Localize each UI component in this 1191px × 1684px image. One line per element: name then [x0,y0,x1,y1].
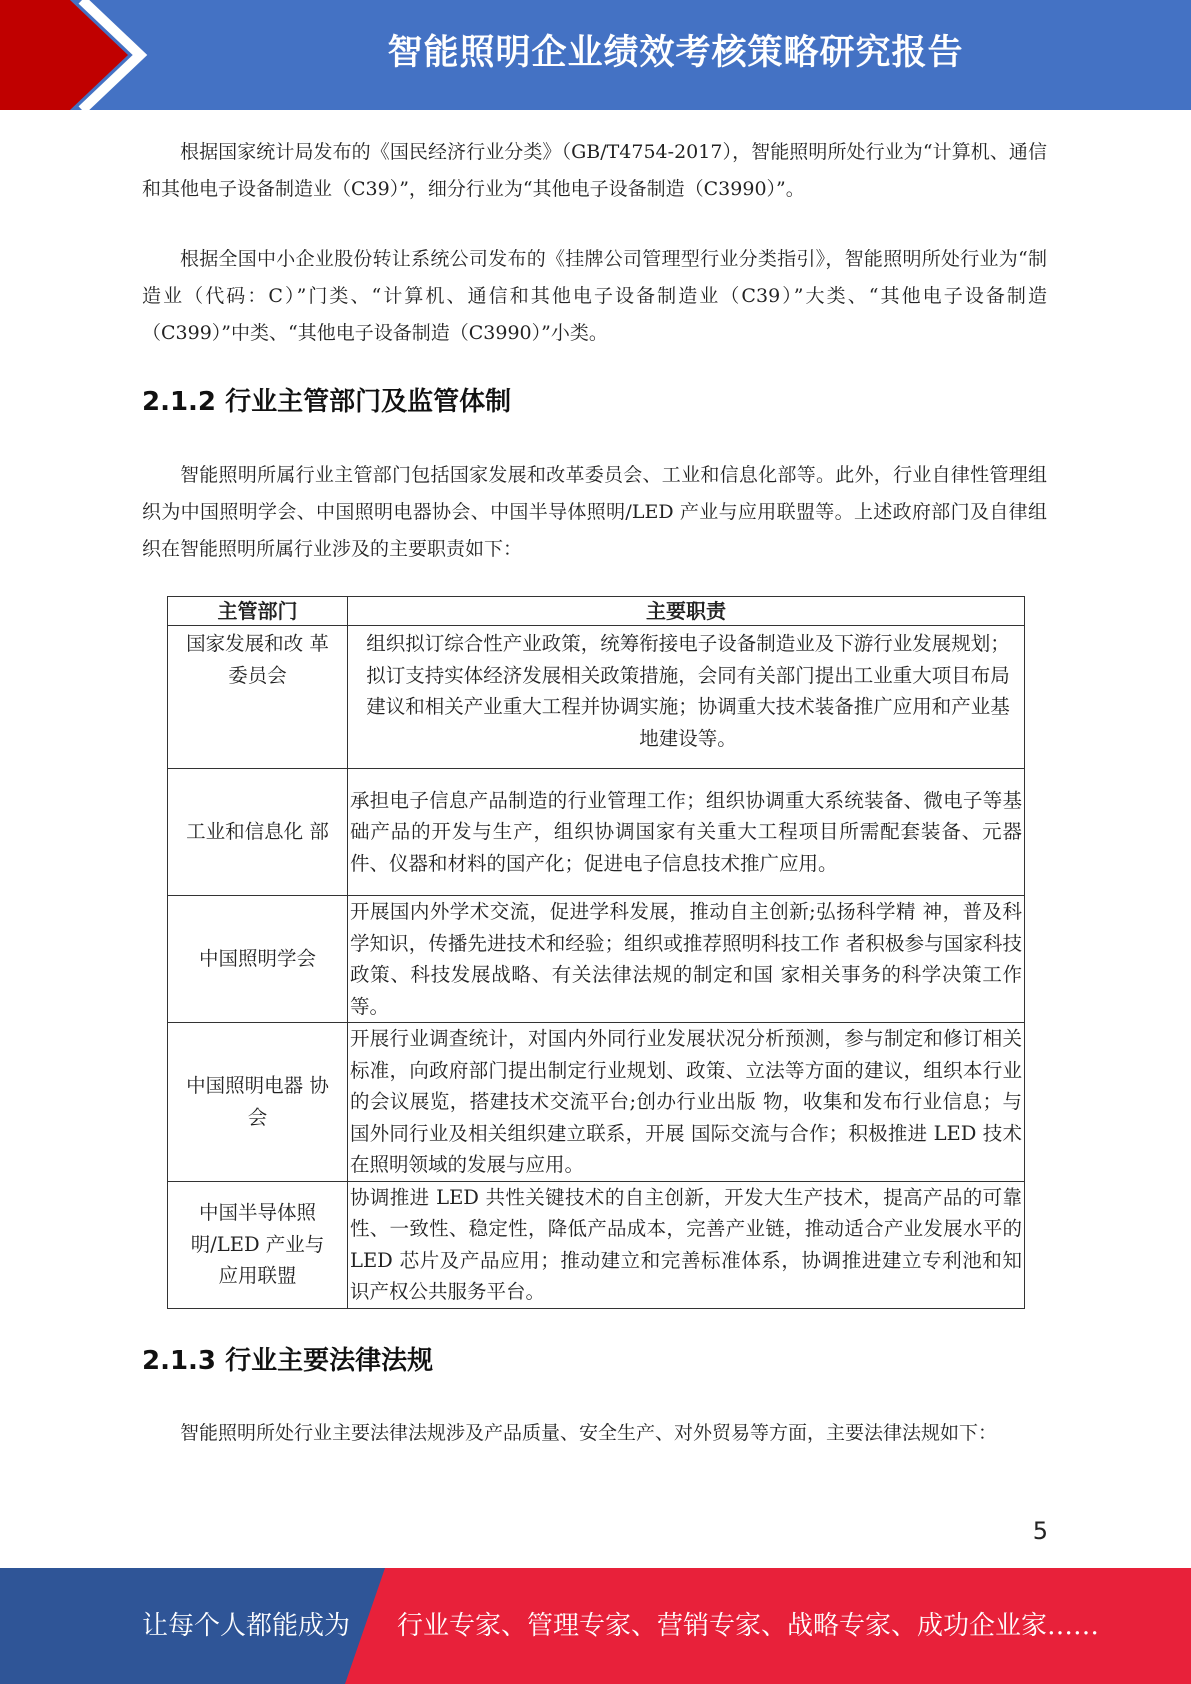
column-header-duty: 主要职责 [348,597,1025,626]
footer-slogan-left: 让每个人都能成为 [142,1611,351,1641]
table-row [168,896,1025,1023]
paragraph-regulators: 智能照明所属行业主管部门包括国家发展和改革委员会、工业和信息化部等。此外，行业自律性管理组织为中国照明学会、中国照明电器协会、中国半导体照明/LED 产业与应用联盟等。上述政府部门及自律组织在智能照明所属行业涉及的主要职责如下： [142,464,1047,560]
duty-cell: 开展行业调查统计，对国内外同行业发展状况分析预测，参与制定和修订相关标准，向政府部门提出制定行业规划、政策、立法等方面的建议，组织本行业的会议展览，搭建技术交流平台;创办行业出版 物，收集和发布行业信息；与国外同行业及相关组织建立联系，开展 国际交流与合作；积极推进 LED 技术在照明领域的发展与应用。 [348,1023,1025,1182]
section-heading-2-1-3: 2.1.3 行业主要法律法规 [142,1346,434,1376]
table-row [168,1181,1025,1308]
report-title: 智能照明企业绩效考核策略研究报告 [387,33,964,73]
dept-cell: 工业和信息化 部 [168,769,348,896]
duty-cell: 开展国内外学术交流，促进学科发展，推动自主创新;弘扬科学精 神，普及科学知识，传播先进技术和经验；组织或推荐照明科技工作 者积极参与国家科技政策、科技发展战略、有关法律法规的制定和国 家相关事务的科学决策工作等。 [348,896,1025,1023]
duties-table-container [167,596,1024,1309]
duties-table [167,596,1025,1309]
footer-slogan-right: 行业专家、管理专家、营销专家、战略专家、成功企业家…… [397,1611,1100,1641]
dept-cell: 中国半导体照 明/LED 产业与 应用联盟 [168,1181,348,1308]
table-row [168,769,1025,896]
header-banner [0,0,1191,110]
column-header-dept: 主管部门 [168,597,348,626]
paragraph-neeq-classification: 根据全国中小企业股份转让系统公司发布的《挂牌公司管理型行业分类指引》，智能照明所处行业为“制造业（代码：C）”门类、“计算机、通信和其他电子设备制造业（C39）”大类、“其他电子设备制造（C399）”中类、“其他电子设备制造（C3990）”小类。 [142,248,1047,344]
duty-cell: 组织拟订综合性产业政策，统筹衔接电子设备制造业及下游行业发展规划；拟订支持实体经济发展相关政策措施，会同有关部门提出工业重大项目布局建议和相关产业重大工程并协调实施；协调重大技术装备推广应用和产业基地建设等。 [348,626,1025,769]
footer-banner [0,1568,1191,1684]
table-row [168,626,1025,769]
dept-cell: 中国照明学会 [168,896,348,1023]
table-row [168,1023,1025,1182]
paragraph-industry-classification: 根据国家统计局发布的《国民经济行业分类》（GB/T4754-2017），智能照明所处行业为“计算机、通信和其他电子设备制造业（C39）”，细分行业为“其他电子设备制造（C3990）”。 [142,141,1047,200]
table-header-row [168,597,1025,626]
duty-cell: 承担电子信息产品制造的行业管理工作；组织协调重大系统装备、微电子等基础产品的开发与生产，组织协调国家有关重大工程项目所需配套装备、元器件、仪器和材料的国产化；促进电子信息技术推广应用。 [348,769,1025,896]
dept-cell: 国家发展和改 革委员会 [168,626,348,769]
section-heading-2-1-2: 2.1.2 行业主管部门及监管体制 [142,387,512,417]
paragraph-laws-intro: 智能照明所处行业主要法律法规涉及产品质量、安全生产、对外贸易等方面，主要法律法规如下： [180,1422,998,1444]
dept-cell: 中国照明电器 协会 [168,1023,348,1182]
page-number: 5 [1032,1517,1048,1545]
header-arrow-decoration [0,0,160,110]
duty-cell: 协调推进 LED 共性关键技术的自主创新，开发大生产技术，提高产品的可靠性、一致性、稳定性，降低产品成本，完善产业链，推动适合产业发展水平的 LED 芯片及产品应用；推动建立和完善标准体系，协调推进建立专利池和知识产权公共服务平台。 [348,1181,1025,1308]
